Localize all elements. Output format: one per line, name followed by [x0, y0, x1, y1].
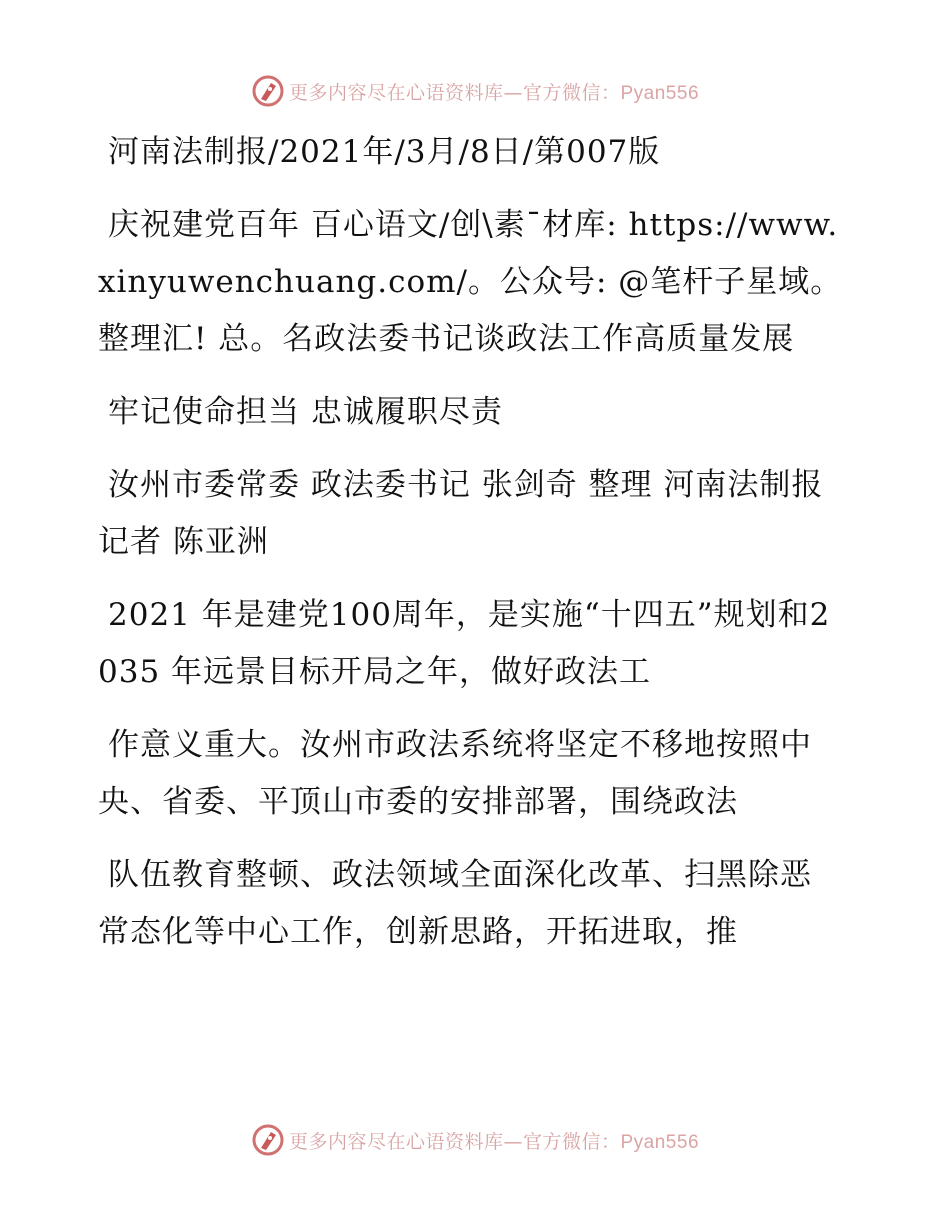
body-paragraph: 队伍教育整顿、政法领域全面深化改革、扫黑除恶常态化等中心工作，创新思路，开拓进取，推	[98, 857, 812, 950]
header-watermark	[0, 71, 950, 111]
wechat-id: Pyan556	[620, 82, 700, 104]
document-body	[98, 124, 843, 977]
newspaper-source-line: 河南法制报/2021年/3月/8日/第007版	[108, 134, 661, 170]
subheadline: 牢记使命担当 忠诚履职尽责	[108, 394, 503, 430]
body-paragraph: 2021 年是建党100周年，是实施“十四五”规划和2035 年远景目标开局之年，做好政法工	[98, 597, 831, 690]
byline: 汝州市委常委 政法委书记 张剑奇 整理 河南法制报记者 陈亚洲	[98, 467, 824, 560]
pen-nib-logo-icon	[251, 74, 285, 108]
footer-watermark	[0, 1120, 950, 1160]
watermark-text: 更多内容尽在心语资料库—官方微信：Pyan556	[288, 1130, 700, 1153]
body-paragraph: 作意义重大。汝州市政法系统将坚定不移地按照中央、省委、平顶山市委的安排部署，围绕政法	[98, 727, 812, 820]
watermark-text: 更多内容尽在心语资料库—官方微信：Pyan556	[288, 81, 700, 104]
headline-paragraph: 庆祝建党百年 百心语文/创\素¯材库: https://www.xinyuwenchuang.com/。公众号: @笔杆子星域。整理汇! 总。名政法委书记谈政法工作高质量发展	[98, 207, 843, 357]
wechat-id: Pyan556	[620, 1131, 700, 1153]
pen-nib-logo-icon	[251, 1123, 285, 1157]
